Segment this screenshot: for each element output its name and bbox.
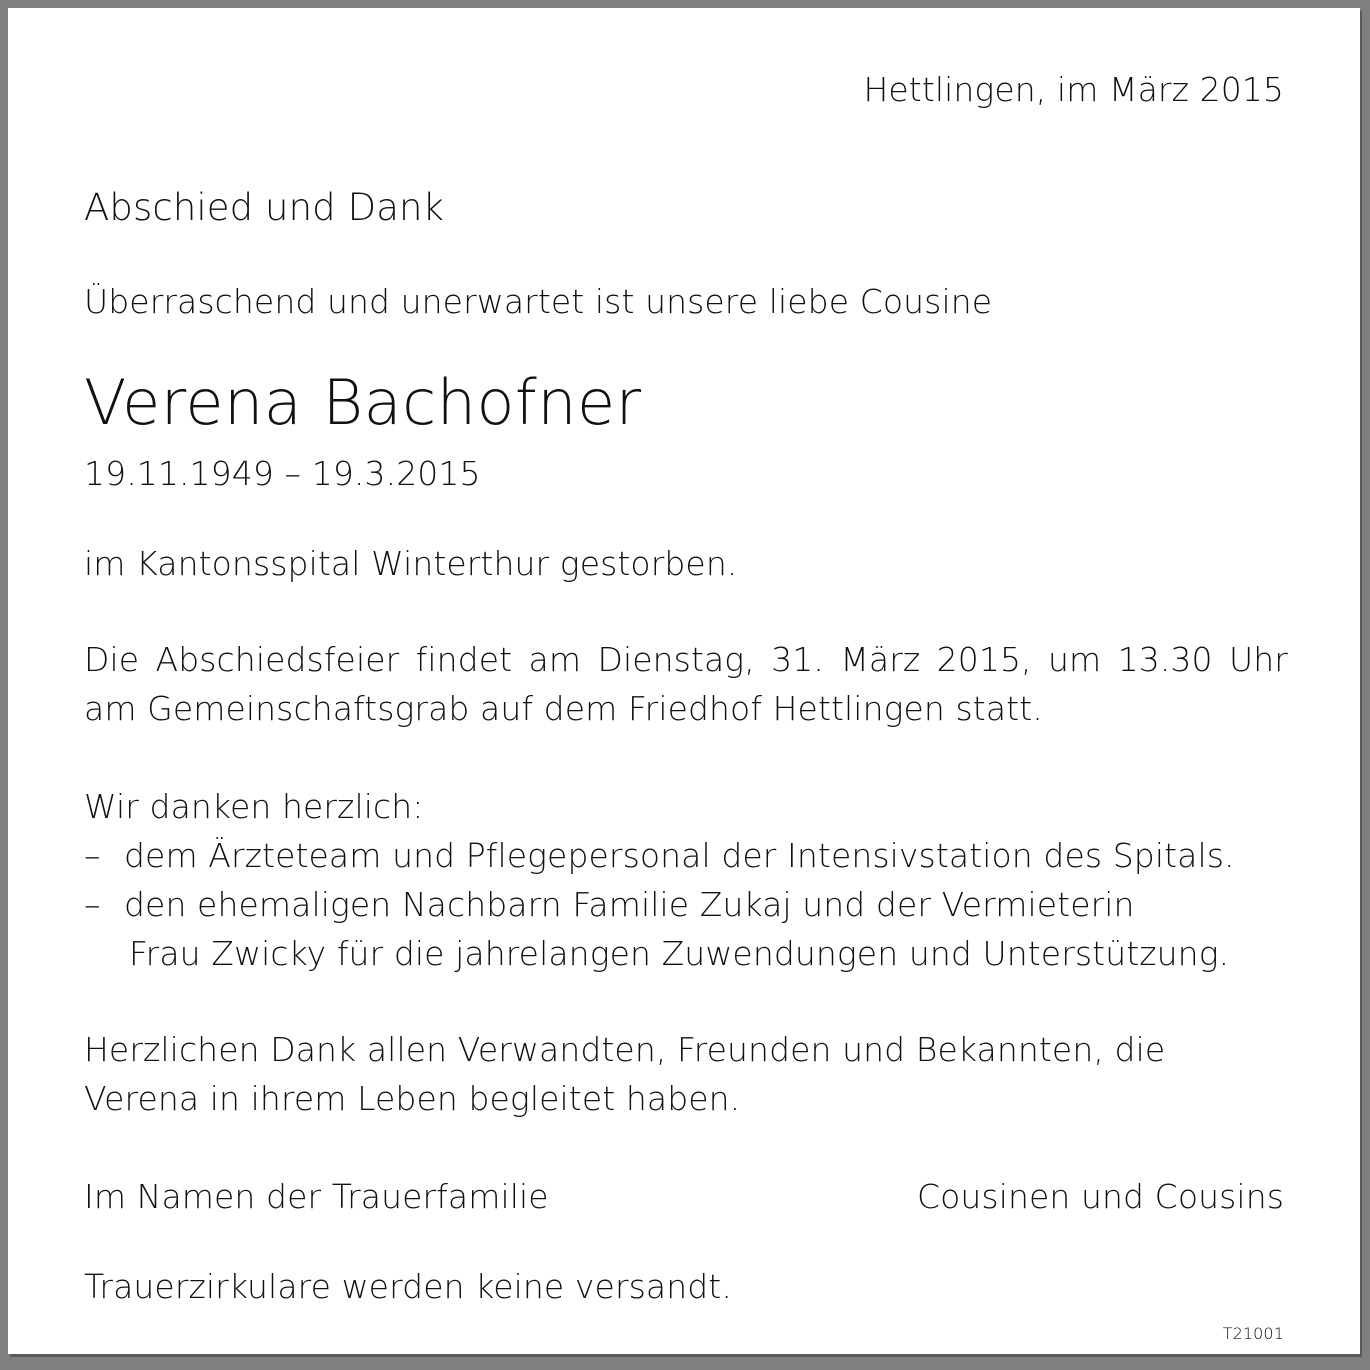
heading: Abschied und Dank [84,186,445,229]
circular-note: Trauerzirkulare werden keine versandt. [84,1267,732,1306]
thanks-intro: Wir danken herzlich: [84,787,424,826]
obituary-notice [8,8,1360,1354]
ceremony-word: am [528,640,582,679]
life-dates: 19.11.1949 – 19.3.2015 [84,454,481,493]
ceremony-word: 13.30 [1117,640,1213,679]
ceremony-word: Uhr [1228,640,1288,679]
signature-right: Cousinen und Cousins [916,1177,1284,1216]
ad-code: T21001 [1222,1324,1284,1343]
ceremony-word: Dienstag, [597,640,755,679]
deceased-name: Verena Bachofner [84,366,642,439]
ceremony-word: Abschiedsfeier [155,640,400,679]
thanks-item-2-line-1: den ehemaligen Nachbarn Familie Zukaj und der Vermieterin [124,885,1135,924]
thanks-dash-2: – [84,885,101,924]
ceremony-word: findet [415,640,513,679]
closing-line-1: Herzlichen Dank allen Verwandten, Freunden und Bekannten, die [84,1030,1166,1069]
ceremony-word: 2015, [936,640,1032,679]
thanks-item-2-line-2: Frau Zwicky für die jahrelangen Zuwendungen und Unterstützung. [129,934,1230,973]
ceremony-line-2: am Gemeinschaftsgrab auf dem Friedhof Hettlingen statt. [84,689,1043,728]
death-place: im Kantonsspital Winterthur gestorben. [84,544,738,583]
ceremony-word: Die [84,640,140,679]
thanks-item-1: dem Ärzteteam und Pflegepersonal der Intensivstation des Spitals. [124,836,1235,875]
ceremony-word: um [1048,640,1102,679]
signature-left: Im Namen der Trauerfamilie [84,1177,549,1216]
ceremony-word: März [840,640,921,679]
ceremony-line-1 [84,640,1288,679]
thanks-dash-1: – [84,836,101,875]
closing-line-2: Verena in ihrem Leben begleitet haben. [84,1079,741,1118]
place-date: Hettlingen, im März 2015 [863,70,1284,109]
intro-text: Überraschend und unerwartet ist unsere liebe Cousine [84,282,993,321]
ceremony-word: 31. [771,640,824,679]
